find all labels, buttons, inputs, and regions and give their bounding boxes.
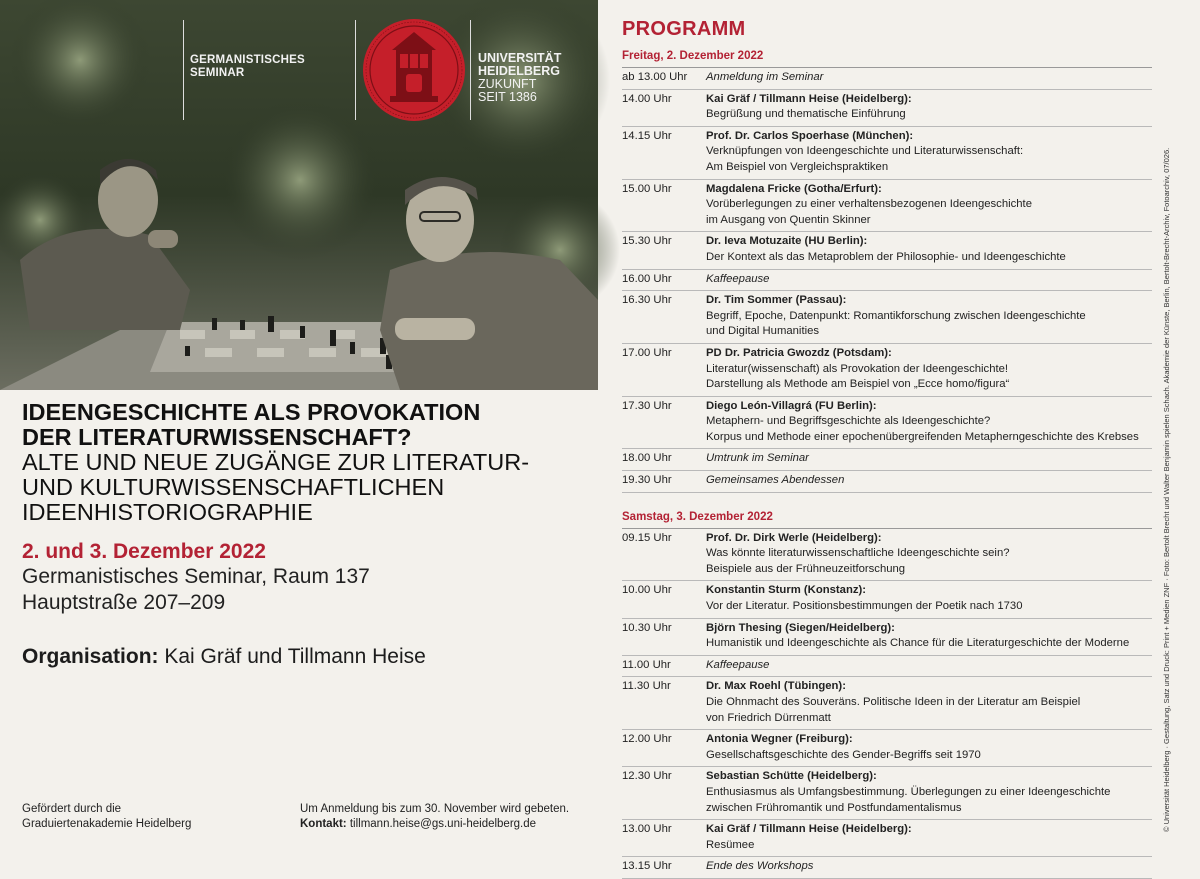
schedule-content: [706, 182, 1152, 229]
schedule-talk-title: Vorüberlegungen zu einer verhaltensbezogenen Ideengeschichte im Ausgang von Quentin Skinner: [706, 198, 1032, 226]
schedule-event: Ende des Workshops: [706, 860, 814, 873]
programme-title: PROGRAMM: [622, 18, 746, 40]
schedule-speaker: Sebastian Schütte (Heidelberg):: [706, 770, 877, 783]
schedule-time: 13.00 Uhr: [622, 823, 672, 836]
schedule-speaker: Diego León-Villagrá (FU Berlin):: [706, 399, 877, 412]
schedule-row: [622, 529, 1152, 582]
schedule-content: [706, 822, 1152, 853]
university-name-line2: HEIDELBERG: [478, 64, 560, 78]
schedule-content: [706, 272, 1152, 288]
contact-label: Kontakt:: [300, 818, 347, 830]
schedule-event: Gemeinsames Abendessen: [706, 474, 845, 487]
university-seal-icon: [362, 18, 466, 122]
schedule-content: [706, 92, 1152, 123]
schedule-row: [622, 767, 1152, 820]
schedule-row: [622, 291, 1152, 344]
schedule-speaker: Dr. Tim Sommer (Passau):: [706, 294, 847, 307]
schedule-event: Kaffeepause: [706, 272, 770, 285]
schedule-speaker: Konstantin Sturm (Konstanz):: [706, 584, 867, 597]
schedule-talk-title: Gesellschaftsgeschichte des Gender-Begriffs seit 1970: [706, 748, 981, 761]
schedule-content: [706, 679, 1152, 726]
photo-credit: © Universität Heidelberg · Gestaltung, Satz und Druck: Print + Medien ZNF · Foto: Bertolt Brecht und Walter Benjamin spielen Schach. Akademie der Künste, Berlin, Bertolt-Brecht-Archiv, Fotoarchiv, 07/026.: [1162, 147, 1171, 832]
schedule-row: [622, 232, 1152, 269]
schedule-content: [706, 769, 1152, 816]
schedule-talk-title: Begrüßung und thematische Einführung: [706, 108, 906, 121]
schedule-row: [622, 397, 1152, 450]
schedule-time: 11.30 Uhr: [622, 680, 671, 693]
event-address: Hauptstraße 207–209: [22, 591, 226, 614]
schedule-row: [622, 820, 1152, 857]
schedule-content: [706, 583, 1152, 614]
schedule-time: 15.00 Uhr: [622, 182, 672, 195]
schedule-speaker: Dr. Max Roehl (Tübingen):: [706, 680, 846, 693]
schedule-speaker: Kai Gräf / Tillmann Heise (Heidelberg):: [706, 823, 912, 836]
schedule-event: Kaffeepause: [706, 658, 770, 671]
registration-text: Um Anmeldung bis zum 30. November wird gebeten.: [300, 803, 570, 815]
schedule-time: 17.00 Uhr: [622, 346, 672, 359]
schedule-time: 16.30 Uhr: [622, 294, 672, 307]
schedule-content: [706, 658, 1152, 674]
schedule-time: 12.00 Uhr: [622, 733, 672, 746]
schedule-event: Umtrunk im Seminar: [706, 452, 809, 465]
schedule-row: [622, 90, 1152, 127]
funding-note: [22, 802, 191, 832]
schedule-content: [706, 234, 1152, 265]
schedule-time: 12.30 Uhr: [622, 770, 672, 783]
schedule-row: [622, 449, 1152, 471]
funding-line1: Gefördert durch die: [22, 803, 122, 815]
event-subtitle-line3: IDEENHISTORIOGRAPHIE: [22, 499, 313, 525]
schedule-content: [706, 293, 1152, 340]
schedule-talk-title: Was könnte literaturwissenschaftliche Ideengeschichte sein? Beispiele aus der Frühneuzeitforschung: [706, 547, 1010, 575]
schedule-time: 14.00 Uhr: [622, 92, 672, 105]
funding-line2: Graduiertenakademie Heidelberg: [22, 818, 192, 830]
schedule-time: 09.15 Uhr: [622, 531, 672, 544]
schedule-time: 14.15 Uhr: [622, 129, 672, 142]
event-subtitle-line2: UND KULTURWISSENSCHAFTLICHEN: [22, 474, 445, 500]
schedule-row: [622, 180, 1152, 233]
day1-heading: Freitag, 2. Dezember 2022: [622, 50, 764, 62]
schedule-row: [622, 730, 1152, 767]
schedule-row: [622, 857, 1152, 879]
schedule-speaker: Antonia Wegner (Freiburg):: [706, 733, 853, 746]
schedule-time: 10.00 Uhr: [622, 584, 672, 597]
schedule-row: [622, 656, 1152, 678]
schedule-content: [706, 451, 1152, 467]
institute-logo: [190, 54, 305, 80]
schedule-content: [706, 129, 1152, 176]
schedule-talk-title: Die Ohnmacht des Souveräns. Politische Ideen in der Literatur am Beispiel von Friedrich Dürrenmatt: [706, 696, 1081, 724]
schedule-talk-title: Der Kontext als das Metaproblem der Philosophie- und Ideengeschichte: [706, 250, 1066, 263]
organisation: [22, 644, 592, 670]
university-motto-line2: SEIT 1386: [478, 90, 537, 104]
schedule-speaker: Kai Gräf / Tillmann Heise (Heidelberg):: [706, 92, 912, 105]
schedule-content: [706, 473, 1152, 489]
schedule-speaker: Prof. Dr. Carlos Spoerhase (München):: [706, 129, 914, 142]
schedule-row: [622, 68, 1152, 90]
schedule-time: 13.15 Uhr: [622, 860, 672, 873]
schedule-speaker: Björn Thesing (Siegen/Heidelberg):: [706, 621, 895, 634]
event-title-line2: DER LITERATURWISSENSCHAFT?: [22, 424, 412, 450]
cover-photo: [0, 0, 598, 390]
registration-note: [300, 802, 569, 832]
schedule-content: [706, 732, 1152, 763]
schedule-time: 19.30 Uhr: [622, 474, 672, 487]
schedule-content: [706, 399, 1152, 446]
logo-divider: [183, 20, 184, 120]
schedule-talk-title: Literatur(wissenschaft) als Provokation der Ideengeschichte! Darstellung als Methode am Beispiel von „Ecce homo/figura“: [706, 362, 1010, 391]
schedule-row: [622, 270, 1152, 292]
schedule-row: [622, 581, 1152, 618]
schedule-content: [706, 621, 1152, 652]
schedule-talk-title: Humanistik und Ideengeschichte als Chance für die Literaturgeschichte der Moderne: [706, 637, 1130, 650]
institute-name-line2: SEMINAR: [190, 67, 245, 79]
schedule-speaker: Dr. Ieva Motuzaite (HU Berlin):: [706, 235, 868, 248]
schedule-row: [622, 344, 1152, 397]
schedule-talk-title: Enthusiasmus als Umfangsbestimmung. Überlegungen zu einer Ideengeschichte zwischen Frühromantik und Postfundamentalismus: [706, 785, 1111, 814]
schedule-talk-title: Begriff, Epoche, Datenpunkt: Romantikforschung zwischen Ideengeschichte und Digital Humanities: [706, 309, 1086, 338]
schedule-time: 16.00 Uhr: [622, 272, 672, 285]
schedule-row: [622, 471, 1152, 493]
schedule-talk-title: Metaphern- und Begriffsgeschichte als Ideengeschichte? Korpus und Methode einer epochenübergreifenden Metapherngeschichte des Krebses: [706, 415, 1139, 443]
university-name-line1: UNIVERSITÄT: [478, 51, 562, 65]
day1-schedule: [622, 68, 1152, 493]
organisation-names: Kai Gräf und Tillmann Heise: [164, 645, 426, 668]
event-venue: Germanistisches Seminar, Raum 137: [22, 565, 370, 588]
schedule-time: 11.00 Uhr: [622, 658, 671, 671]
logo-divider: [470, 20, 471, 120]
schedule-time: 15.30 Uhr: [622, 235, 672, 248]
schedule-content: [706, 859, 1152, 875]
university-motto-line1: ZUKUNFT: [478, 77, 537, 91]
contact-line: [300, 817, 569, 832]
day2-schedule: [622, 529, 1152, 879]
schedule-speaker: Prof. Dr. Dirk Werle (Heidelberg):: [706, 531, 882, 544]
schedule-row: [622, 127, 1152, 180]
organisation-label: Organisation:: [22, 645, 159, 668]
schedule-speaker: PD Dr. Patricia Gwozdz (Potsdam):: [706, 346, 892, 359]
schedule-talk-title: Resümee: [706, 838, 755, 851]
schedule-talk-title: Verknüpfungen von Ideengeschichte und Literaturwissenschaft: Am Beispiel von Vergleichspraktiken: [706, 145, 1024, 173]
programme: [622, 18, 1152, 879]
event-subtitle-line1: ALTE UND NEUE ZUGÄNGE ZUR LITERATUR-: [22, 449, 530, 475]
university-logo-text: [478, 52, 561, 104]
schedule-row: [622, 677, 1152, 730]
schedule-time: ab 13.00 Uhr: [622, 71, 688, 83]
event-title-line1: IDEENGESCHICHTE ALS PROVOKATION: [22, 399, 481, 425]
logo-divider: [355, 20, 356, 120]
schedule-time: 17.30 Uhr: [622, 399, 672, 412]
contact-email[interactable]: tillmann.heise@gs.uni-heidelberg.de: [349, 818, 537, 830]
event-date: 2. und 3. Dezember 2022: [22, 540, 266, 563]
schedule-speaker: Magdalena Fricke (Gotha/Erfurt):: [706, 182, 882, 195]
schedule-event: Anmeldung im Seminar: [706, 71, 824, 83]
day2-heading: Samstag, 3. Dezember 2022: [622, 510, 773, 523]
schedule-content: [706, 70, 1152, 86]
schedule-time: 18.00 Uhr: [622, 452, 672, 465]
event-title-block: [22, 400, 592, 670]
schedule-content: [706, 346, 1152, 393]
schedule-talk-title: Vor der Literatur. Positionsbestimmungen der Poetik nach 1730: [706, 600, 1023, 613]
institute-name-line1: GERMANISTISCHES: [190, 54, 305, 66]
schedule-content: [706, 531, 1152, 578]
schedule-row: [622, 619, 1152, 656]
schedule-time: 10.30 Uhr: [622, 621, 672, 634]
